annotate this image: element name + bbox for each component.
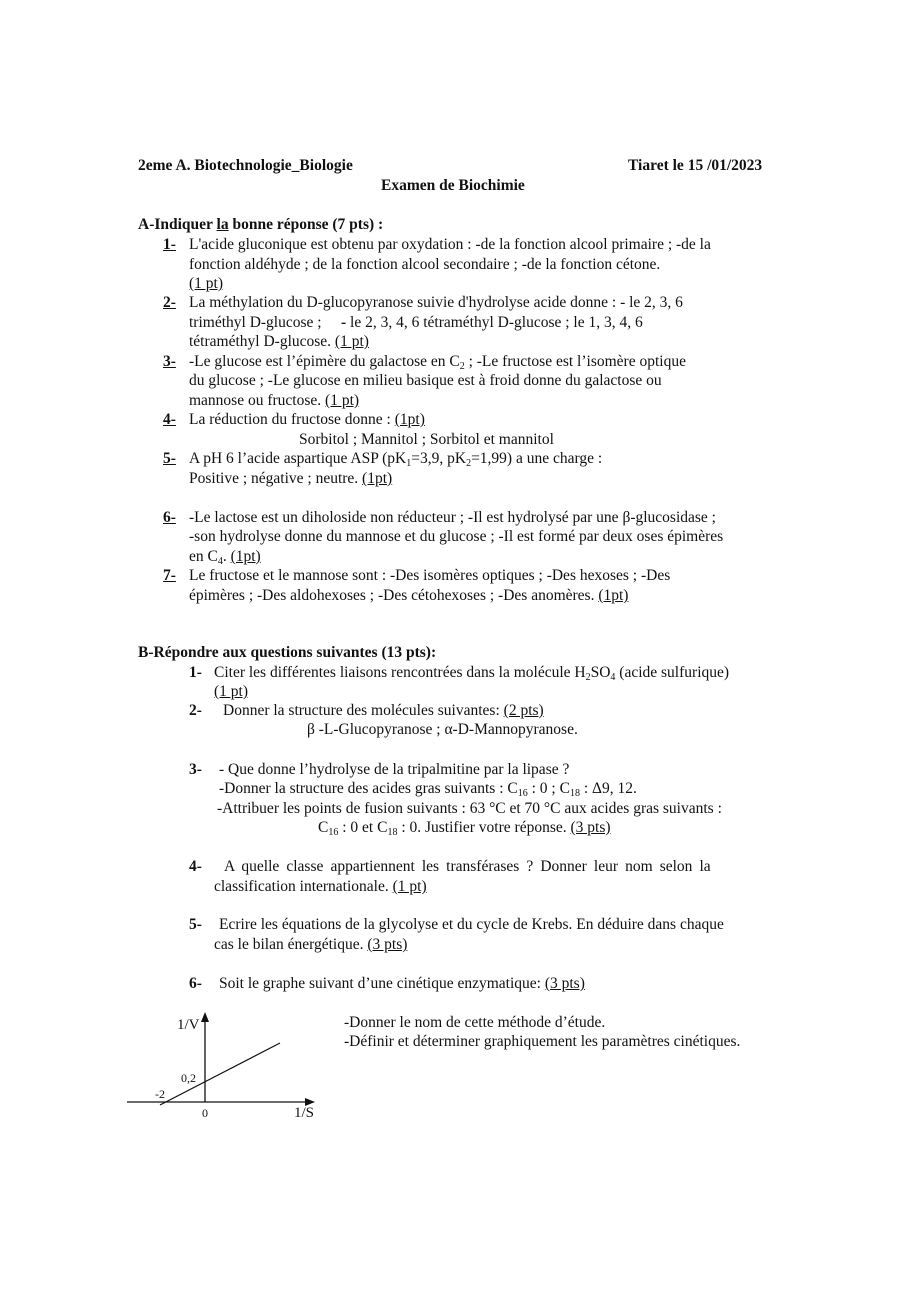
- b-q6-line1: Soit le graphe suivant d’une cinétique enzymatique: (3 pts): [219, 975, 585, 992]
- b-q6-number: 6-: [189, 975, 202, 992]
- b-q1-number: 1-: [189, 664, 202, 681]
- a-q1-number: 1-: [163, 236, 176, 253]
- a-q7-line1: Le fructose et le mannose sont : -Des isomères optiques ; -Des hexoses ; -Des: [189, 567, 671, 584]
- header-date: Tiaret le 15 /01/2023: [628, 157, 763, 174]
- b-q5-number: 5-: [189, 916, 202, 933]
- a-q1-line2: fonction aldéhyde ; de la fonction alcool secondaire ; -de la fonction cétone.: [189, 256, 661, 273]
- b-q6-question-params: -Définir et déterminer graphiquement les paramètres cinétiques.: [344, 1033, 741, 1050]
- b-q4-number: 4-: [189, 858, 202, 875]
- b-q1-points: (1 pt): [214, 683, 249, 700]
- a-q1-points: (1 pt): [189, 275, 224, 292]
- section-b-title: B-Répondre aux questions suivantes (13 pts):: [138, 644, 437, 661]
- origin-label: 0: [202, 1106, 208, 1120]
- b-q5-line1: Ecrire les équations de la glycolyse et du cycle de Krebs. En déduire dans chaque: [219, 916, 724, 933]
- exam-title: Examen de Biochimie: [381, 177, 525, 194]
- b-q4-line1: A quelle classe appartiennent les transférases ? Donner leur nom selon la: [224, 858, 711, 875]
- b-q3-line2: -Donner la structure des acides gras suivants : $C_{16}$ : 0 ; $C_{18}$ : Δ9, 12.: [219, 780, 637, 799]
- b-q3-number: 3-: [189, 761, 202, 778]
- a-q6-number: 6-: [163, 509, 176, 526]
- b-q3-line4: $C_{16}$ : 0 et $C_{18}$ : 0. Justifier votre réponse. (3 pts): [318, 819, 611, 838]
- a-q6-line1: -Le lactose est un diholoside non réducteur ; -Il est hydrolysé par une β-glucosidase ;: [189, 509, 716, 526]
- kinetic-line: [160, 1043, 280, 1105]
- a-q7-number: 7-: [163, 567, 176, 584]
- a-q4-number: 4-: [163, 411, 176, 428]
- a-q5-line2: Positive ; négative ; neutre. (1pt): [189, 470, 393, 487]
- b-q2-line1: Donner la structure des molécules suivantes: (2 pts): [223, 702, 544, 719]
- a-q5-number: 5-: [163, 450, 176, 467]
- a-q2-line2: triméthyl D-glucose ; - le 2, 3, 4, 6 tétraméthyl D-glucose ; le 1, 3, 4, 6: [189, 314, 643, 331]
- b-q3-line1: - Que donne l’hydrolyse de la tripalmitine par la lipase ?: [219, 761, 570, 778]
- y-axis-arrow-icon: [201, 1012, 209, 1022]
- y-intercept-label: 0,2: [181, 1071, 196, 1085]
- b-q2-number: 2-: [189, 702, 202, 719]
- a-q4-options: Sorbitol ; Mannitol ; Sorbitol et mannitol: [299, 431, 554, 448]
- a-q6-line2: -son hydrolyse donne du mannose et du glucose ; -Il est formé par deux oses épimères: [189, 528, 724, 545]
- b-q1-line1: Citer les différentes liaisons rencontrées dans la molécule $H_2SO_4$ (acide sulfurique): [214, 664, 730, 683]
- b-q3-line3: -Attribuer les points de fusion suivants : 63 °C et 70 °C aux acides gras suivants :: [217, 800, 722, 817]
- x-intercept-label: -2: [155, 1087, 165, 1101]
- a-q3-line3: mannose ou fructose. (1 pt): [189, 392, 360, 409]
- a-q2-line3: tétraméthyl D-glucose. (1 pt): [189, 333, 369, 350]
- x-axis-label: 1/S: [294, 1105, 315, 1121]
- b-q4-line2: classification internationale. (1 pt): [214, 878, 427, 895]
- b-q5-line2: cas le bilan énergétique. (3 pts): [214, 936, 408, 953]
- a-q2-line1: La méthylation du D-glucopyranose suivie d'hydrolyse acide donne : - le 2, 3, 6: [189, 294, 683, 311]
- header-course: 2eme A. Biotechnologie_Biologie: [138, 157, 353, 174]
- a-q6-line3: en $C_4$. (1pt): [189, 548, 261, 567]
- a-q3-number: 3-: [163, 353, 176, 370]
- a-q4-line1: La réduction du fructose donne : (1pt): [189, 411, 425, 428]
- a-q3-line2: du glucose ; -Le glucose en milieu basique est à froid donne du galactose ou: [189, 372, 662, 389]
- y-axis-label: 1/V: [177, 1017, 200, 1033]
- a-q3-line1: -Le glucose est l’épimère du galactose en $C_2$ ; -Le fructose est l’isomère optique: [189, 353, 686, 372]
- a-q2-number: 2-: [163, 294, 176, 311]
- a-q1-line1: L'acide gluconique est obtenu par oxydation : -de la fonction alcool primaire ; -de la: [189, 236, 711, 253]
- b-q6-question-method: -Donner le nom de cette méthode d’étude.: [344, 1014, 606, 1031]
- a-q5-line1: A pH 6 l’acide aspartique ASP ($pK_1=3,9$, $pK_2=1,99$) a une charge :: [189, 450, 603, 469]
- a-q7-line2: épimères ; -Des aldohexoses ; -Des cétohexoses ; -Des anomères. (1pt): [189, 587, 629, 604]
- section-a-title: A-Indiquer la bonne réponse (7 pts) :: [138, 216, 384, 233]
- lineweaver-burk-graph: [120, 1005, 330, 1125]
- b-q2-line2: β -L-Glucopyranose ; α-D-Mannopyranose.: [307, 721, 578, 738]
